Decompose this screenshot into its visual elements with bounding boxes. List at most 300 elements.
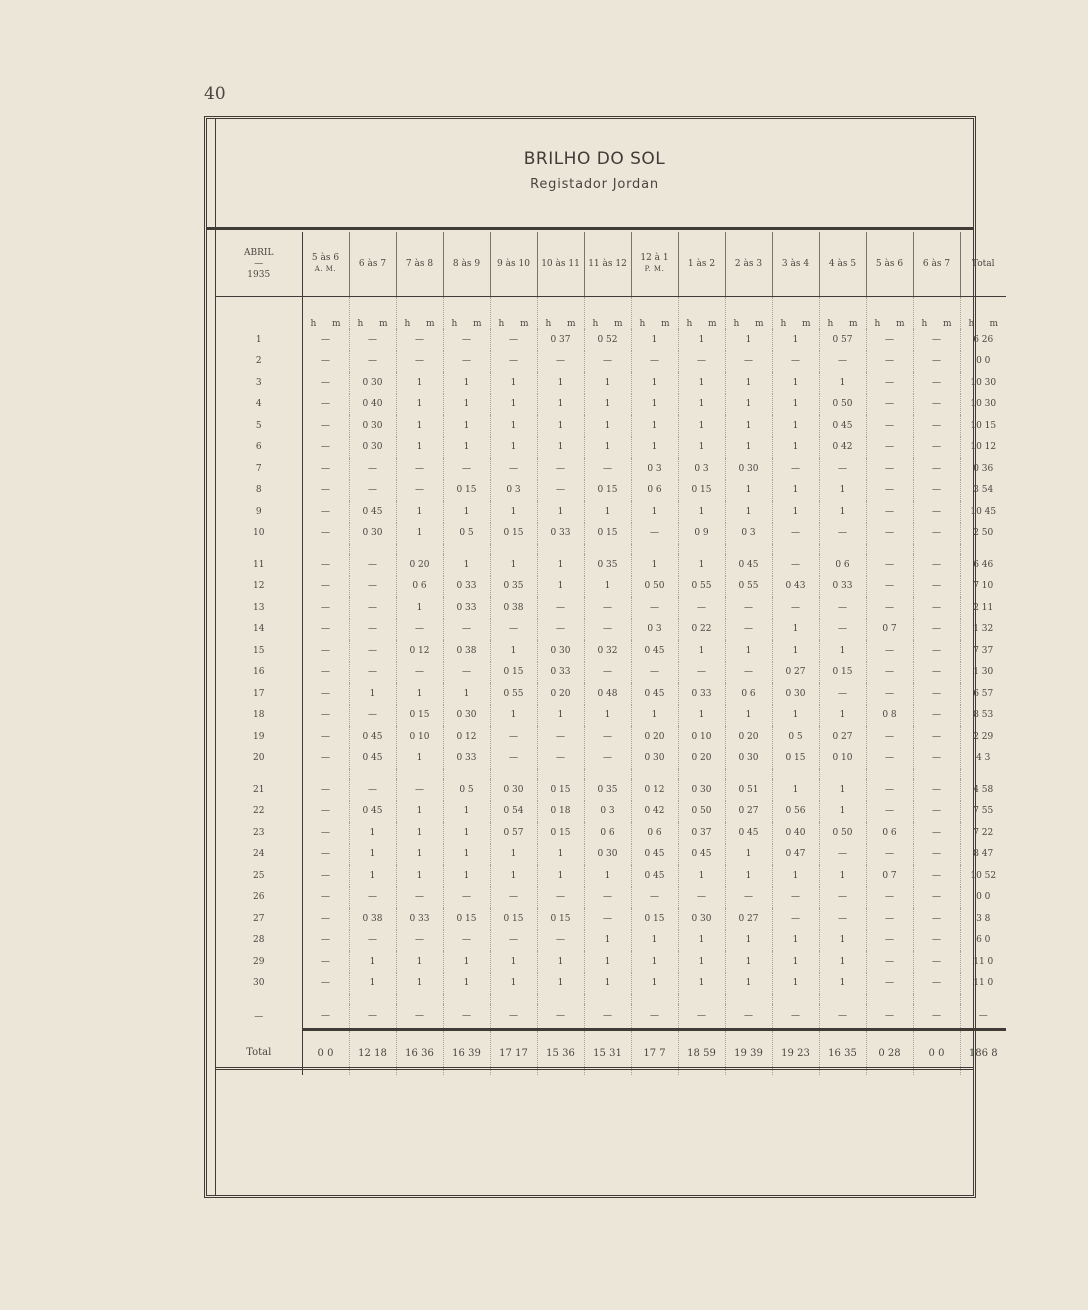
cell-value: 0 0 [976,356,991,367]
cell-value: 1 [792,624,799,635]
cell-value: 11 0 [973,978,994,989]
column-header [866,232,913,297]
column-header-label: 10 às 11 [541,258,580,269]
cell-value: 1 [698,377,705,388]
cell-value: 1 [698,710,705,721]
table-cell [772,865,819,887]
spacer-cell [216,544,302,554]
table-cell [913,351,960,373]
cell-value: 0 6 [412,581,427,592]
table-cell [772,640,819,662]
table-cell [490,951,537,973]
table-cell [678,908,725,930]
units-cell [631,297,678,330]
units-cell [443,297,490,330]
page-number: 40 [204,84,226,104]
cell-value: — [321,377,330,388]
table-cell [490,640,537,662]
table-cell [913,329,960,351]
table-cell [866,372,913,394]
cell-value: — [603,892,612,903]
cell-value: — [368,892,377,903]
table-cell [631,329,678,351]
table-cell [396,415,443,437]
table-cell [772,748,819,770]
cell-value: 1 [745,399,752,410]
table-cell [725,394,772,416]
table-cell [584,351,631,373]
table-cell [443,705,490,727]
table-cell [584,973,631,995]
cell-value: — [885,935,894,946]
cell-value: 0 40 [362,399,383,410]
table-cell [678,662,725,684]
table-cell [960,351,1006,373]
table-cell [302,705,349,727]
cell-value: 0 20 [550,688,571,699]
table-cell [396,329,443,351]
table-cell [819,973,866,995]
cell-value: 1 [557,377,564,388]
table-cell [913,801,960,823]
cell-value: 0 37 [691,827,712,838]
cell-value: 1 [698,334,705,345]
units-spacer [216,297,302,330]
day-cell: 14 [216,619,302,641]
table-cell [584,801,631,823]
table-cell [960,908,1006,930]
table-cell [537,973,584,995]
cell-value: 0 30 [738,463,759,474]
table-cell [960,480,1006,502]
cell-value: 1 [463,956,470,967]
table-cell [490,437,537,459]
cell-value: 1 [651,377,658,388]
cell-value: — [932,602,941,613]
table-cell [866,458,913,480]
cell-value: 0 15 [456,913,477,924]
table-cell [866,576,913,598]
cell-value: 1 [698,506,705,517]
table-cell [302,458,349,480]
table-cell [913,501,960,523]
cell-value: 0 38 [456,645,477,656]
table-cell [631,887,678,909]
day-cell: 15 [216,640,302,662]
cell-value: 186 8 [968,1047,998,1059]
table-cell [396,576,443,598]
table-cell [443,394,490,416]
table-cell [866,908,913,930]
table-cell [678,1004,725,1030]
cell-value: — [744,892,753,903]
cell-value: 0 45 [644,870,665,881]
cell-value: — [932,420,941,431]
table-cell [772,523,819,545]
cell-value: — [838,913,847,924]
table-cell [913,973,960,995]
cell-value: — [556,602,565,613]
cell-value: 0 7 [882,870,897,881]
cell-value: 1 [839,645,846,656]
table-bottom-rule [216,1067,973,1070]
cell-value: 1 [604,377,611,388]
cell-value: 1 [698,559,705,570]
cell-value: 0 27 [832,731,853,742]
cell-value: 1 [416,753,423,764]
table-cell [725,683,772,705]
table-cell [678,865,725,887]
day-cell: 3 [216,372,302,394]
table-cell [584,1004,631,1030]
spacer-cell [443,994,490,1004]
table-cell [631,865,678,887]
cell-value: — [744,602,753,613]
cell-value: 0 52 [597,334,618,345]
cell-value: 0 0 [317,1047,334,1059]
table-cell [913,748,960,770]
cell-value: 0 8 [882,710,897,721]
cell-value: — [697,892,706,903]
table-cell [913,683,960,705]
cell-value: 0 30 [644,753,665,764]
cell-value: 16 36 [405,1047,434,1059]
cell-value: — [932,356,941,367]
unit-minutes: m [378,319,388,329]
table-cell [537,501,584,523]
cell-value: 0 12 [409,645,430,656]
table-cell [819,480,866,502]
table-cell [631,501,678,523]
cell-value: — [744,1011,753,1021]
table-cell [913,887,960,909]
table-cell [349,372,396,394]
cell-value: 1 [792,506,799,517]
spacer-cell [678,544,725,554]
cell-value: 10 30 [970,399,997,410]
table-cell [819,844,866,866]
cell-value: 1 [416,528,423,539]
cell-value: 0 10 [409,731,430,742]
table-cell [537,640,584,662]
day-cell: 29 [216,951,302,973]
table-cell [866,726,913,748]
day-cell: 24 [216,844,302,866]
cell-value: — [509,624,518,635]
table-cell [349,329,396,351]
cell-value: — [321,420,330,431]
cell-value: 1 [792,710,799,721]
table-cell [772,908,819,930]
cell-value: 10 15 [970,420,997,431]
table-row [216,372,1006,394]
cell-value: — [932,528,941,539]
cell-value: — [603,667,612,678]
cell-value: 0 15 [550,913,571,924]
cell-value: — [978,1011,988,1021]
cell-value: 1 [557,581,564,592]
column-header [631,232,678,297]
table-cell [302,779,349,801]
day-cell: — [216,1004,302,1030]
cell-value: 1 [416,442,423,453]
units-cell [584,297,631,330]
table-row [216,640,1006,662]
table-cell [490,372,537,394]
table-cell [443,415,490,437]
cell-value: 17 17 [499,1047,528,1059]
cell-value: 1 [557,849,564,860]
cell-value: 1 [557,420,564,431]
cell-value: — [744,356,753,367]
table-cell [349,1004,396,1030]
spacer-cell [678,994,725,1004]
day-cell: 30 [216,973,302,995]
table-cell [678,523,725,545]
table-cell [819,351,866,373]
table-cell [584,865,631,887]
table-cell [819,501,866,523]
table-cell [913,640,960,662]
table-cell [443,726,490,748]
cell-value: 1 [557,870,564,881]
cell-value: — [509,356,518,367]
cell-value: — [462,356,471,367]
cell-value: 4 58 [973,784,994,795]
cell-value: 1 [745,978,752,989]
table-cell [913,844,960,866]
table-cell [490,973,537,995]
table-cell [960,329,1006,351]
table-cell [866,779,913,801]
title-block [216,119,973,229]
table-cell [866,844,913,866]
cell-value: 1 [745,420,752,431]
cell-value: 0 57 [832,334,853,345]
cell-value: — [932,485,941,496]
cell-value: 1 [416,399,423,410]
table-cell [349,683,396,705]
cell-value: 0 42 [832,442,853,453]
spacer-cell [302,544,349,554]
table-cell [490,415,537,437]
table-cell [866,865,913,887]
spacer-cell [960,769,1006,779]
cell-value: — [415,463,424,474]
table-cell [678,394,725,416]
cell-value: 0 15 [456,485,477,496]
table-cell [772,415,819,437]
cell-value: — [368,935,377,946]
table-cell [443,351,490,373]
spacer-cell [302,769,349,779]
cell-value: 1 [463,978,470,989]
cell-value: 1 [416,377,423,388]
table-cell [349,822,396,844]
cell-value: — [791,528,800,539]
cell-value: 1 [745,334,752,345]
table-cell [725,973,772,995]
cell-value: 1 [416,420,423,431]
table-cell [913,822,960,844]
cell-value: 1 [745,442,752,453]
table-cell [349,640,396,662]
spacer-cell [631,769,678,779]
cell-value: 1 [792,442,799,453]
spacer-cell [960,544,1006,554]
table-cell [631,640,678,662]
cell-value: — [650,892,659,903]
cell-value: 1 [698,420,705,431]
table-cell [819,801,866,823]
table-cell [396,458,443,480]
cell-value: 1 [463,806,470,817]
spacer-cell [819,769,866,779]
cell-value: — [744,624,753,635]
cell-value: — [368,334,377,345]
cell-value: — [556,356,565,367]
cell-value: 1 [839,485,846,496]
table-cell [913,372,960,394]
cell-value: — [932,892,941,903]
cell-value: 1 [698,935,705,946]
cell-value: 1 [463,688,470,699]
table-cell [443,908,490,930]
cell-value: — [885,667,894,678]
cell-value: 0 30 [362,377,383,388]
table-cell [960,619,1006,641]
table-cell [960,844,1006,866]
cell-value: — [838,688,847,699]
cell-value: 0 55 [691,581,712,592]
column-header-label: 5 às 6 [311,253,340,263]
cell-value: — [321,978,330,989]
cell-value: 0 47 [785,849,806,860]
table-cell [819,930,866,952]
cell-value: 1 [369,827,376,838]
unit-minutes: m [425,319,435,329]
table-cell [819,554,866,576]
cell-value: 1 [604,978,611,989]
cell-value: — [885,731,894,742]
table-cell [960,640,1006,662]
table-cell [678,951,725,973]
table-cell [725,351,772,373]
table-cell [866,351,913,373]
cell-value: 0 50 [691,806,712,817]
table-row [216,576,1006,598]
cell-value: 0 6 [647,827,662,838]
table-cell [490,329,537,351]
cell-value: 1 [510,710,517,721]
spacer-cell [631,544,678,554]
cell-value: 1 [463,870,470,881]
table-cell [772,705,819,727]
cell-value: 2 29 [973,731,994,742]
day-cell: 28 [216,930,302,952]
table-cell [772,329,819,351]
cell-value: — [885,463,894,474]
table-cell [631,930,678,952]
total-label: Total [216,1030,302,1076]
table-cell [584,822,631,844]
table-cell [584,523,631,545]
table-cell [584,726,631,748]
table-cell [396,619,443,641]
table-row [216,458,1006,480]
cell-value: 10 52 [970,870,997,881]
table-cell [396,779,443,801]
table-cell [537,865,584,887]
table-cell [960,726,1006,748]
cell-value: 0 32 [597,645,618,656]
table-cell [396,1004,443,1030]
cell-value: 6 57 [973,688,994,699]
unit-hours: h [827,319,834,329]
column-header [490,232,537,297]
table-cell [866,437,913,459]
cell-value: 1 [698,870,705,881]
cell-value: 1 [745,935,752,946]
cell-value: 1 [510,956,517,967]
table-cell [772,458,819,480]
cell-value: 0 33 [456,602,477,613]
table-cell [866,705,913,727]
year-label: 1935 [247,269,271,280]
day-cell: 16 [216,662,302,684]
unit-minutes: m [801,319,811,329]
table-cell [584,705,631,727]
table-cell [584,662,631,684]
cell-value: 0 6 [835,559,850,570]
cell-value: — [932,956,941,967]
table-cell [584,748,631,770]
column-header-label: 5 às 6 [875,258,904,269]
table-cell [443,801,490,823]
day-cell: 22 [216,801,302,823]
table-cell [631,908,678,930]
cell-value: — [603,913,612,924]
cell-value: — [650,1011,659,1021]
table-cell [725,908,772,930]
table-cell [349,394,396,416]
spacer-cell [349,994,396,1004]
cell-value: — [697,602,706,613]
table-cell [490,554,537,576]
table-cell [725,523,772,545]
spacer-cell [537,769,584,779]
cell-value: — [697,356,706,367]
table-cell [584,437,631,459]
cell-value: — [603,753,612,764]
column-header [772,232,819,297]
table-cell [772,973,819,995]
unit-minutes: m [895,319,905,329]
table-cell [396,908,443,930]
day-cell: 17 [216,683,302,705]
cell-value: 0 6 [741,688,756,699]
table-cell [631,844,678,866]
table-cell [725,415,772,437]
column-header [302,232,349,297]
cell-value: 7 37 [973,645,994,656]
cell-value: 1 [745,377,752,388]
table-cell [725,705,772,727]
cell-value: — [932,753,941,764]
cell-value: 1 [510,442,517,453]
cell-value: 0 45 [644,688,665,699]
cell-value: 1 [463,849,470,860]
